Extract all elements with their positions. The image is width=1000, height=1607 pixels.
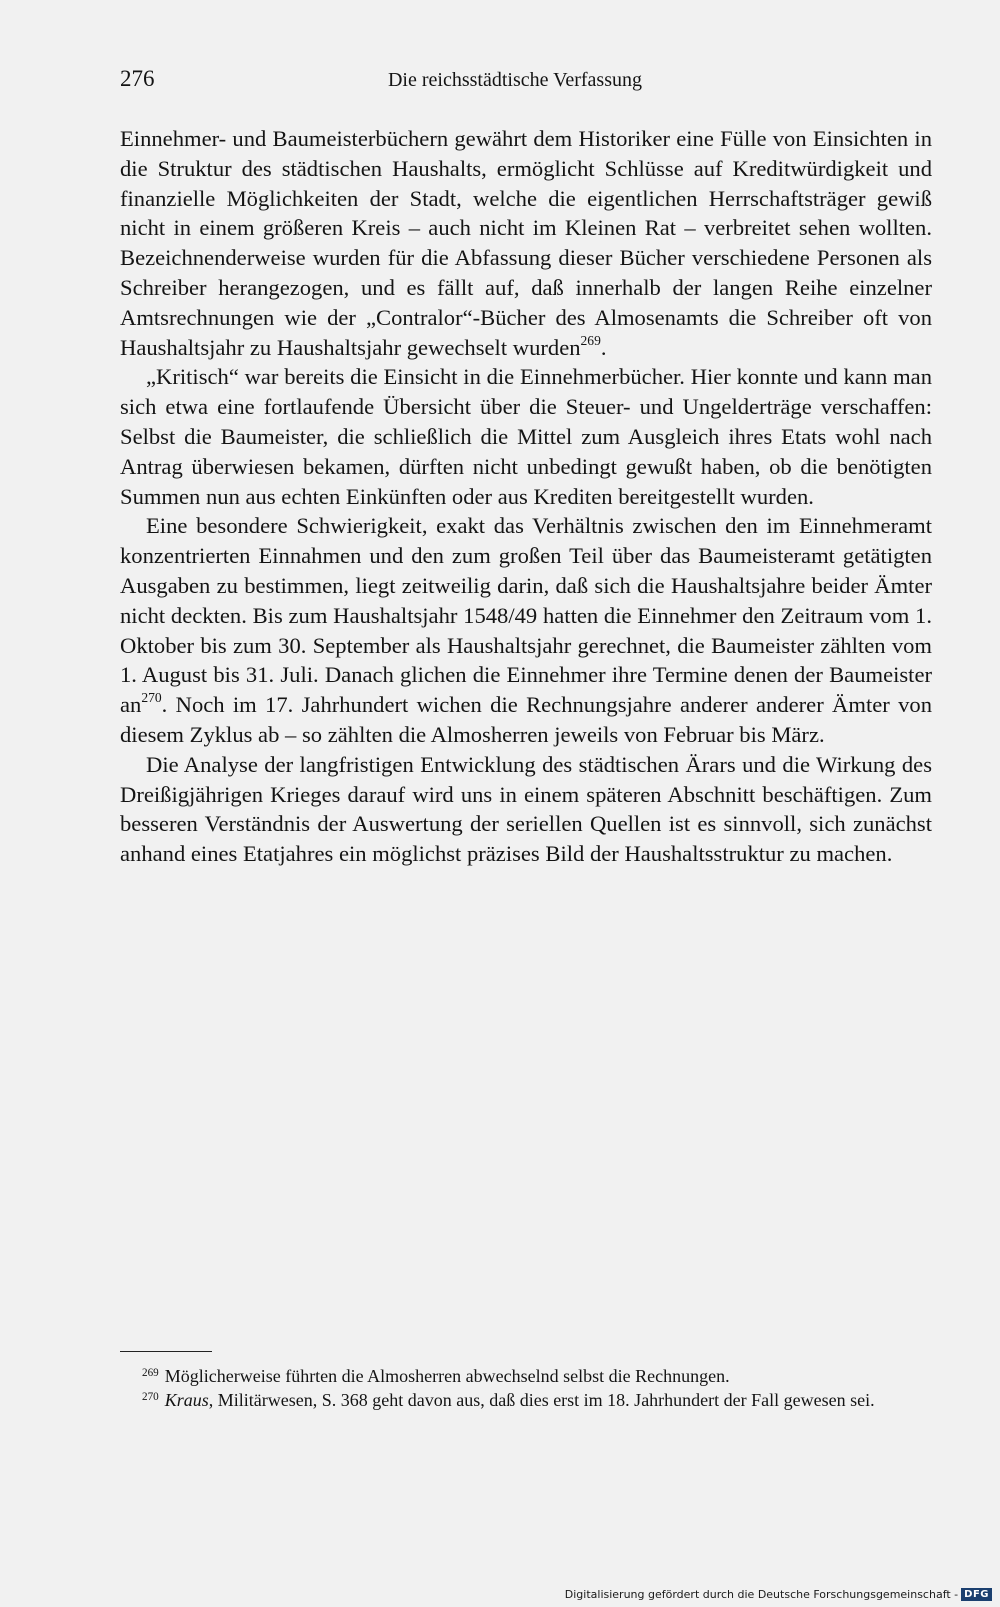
paragraph-3-text: Eine besondere Schwierigkeit, exakt das Verhältnis zwischen den im Einnehmeramt konzentrierten Einnahmen und den zum großen Teil über das Baumeisteramt getätigten Ausgaben zu bestimmen, liegt zeitweilig darin, daß sich die Haushaltsjahre beider Ämter nicht deckten. Bis zum Haushaltsjahr 1548/49 hatten die Einnehmer den Zeitraum vom 1. Oktober bis zum 30. September als Haushaltsjahr gerechnet, die Baumeister zählten vom 1. August bis 31. Juli. Danach glichen die Einnehmer ihre Termine denen der Baumeister an — [120, 513, 932, 718]
running-title: Die reichsstädtische Verfassung — [387, 69, 642, 91]
footnote-270-author: Kraus — [164, 1390, 209, 1410]
footnote-mark-270: 270 — [142, 1390, 159, 1403]
footnote-270 — [120, 1388, 932, 1412]
page-header — [120, 66, 910, 100]
credit-text: Digitalisierung gefördert durch die Deutsche Forschungsgemeinschaft - — [564, 1587, 959, 1601]
page-number: 276 — [120, 66, 155, 91]
paragraph-1 — [120, 124, 932, 362]
footnote-269-text: Möglicherweise führten die Almosherren abwechselnd selbst die Rechnungen. — [164, 1366, 730, 1386]
footnote-ref-269[interactable]: 269 — [580, 332, 601, 348]
paragraph-3 — [120, 511, 932, 749]
footnote-ref-270[interactable]: 270 — [141, 689, 162, 705]
dfg-logo: DFG — [961, 1588, 992, 1601]
paragraph-1-text: Einnehmer- und Baumeisterbüchern gewährt dem Historiker eine Fülle von Einsichten in die Struktur des städtischen Haushalts, ermöglicht Schlüsse auf Kreditwürdigkeit und finanzielle Möglichkeiten der Stadt, welche die eigentlichen Herrschaftsträger gewiß nicht in einem größeren Kreis – auch nicht im Kleinen Rat – verbreitet sehen wollten. Bezeichnenderweise wurden für die Abfassung dieser Bücher verschiedene Personen als Schreiber herangezogen, und es fällt auf, daß innerhalb der langen Reihe einzelner Amtsrechnungen wie der „Contralor“-Bücher des Almosenamts die Schreiber oft von Haushaltsjahr zu Haushaltsjahr gewechselt wurden — [120, 126, 932, 360]
footnote-divider — [120, 1351, 212, 1352]
digitization-credit — [565, 1585, 992, 1603]
paragraph-1-end: . — [600, 334, 607, 360]
footnote-269 — [120, 1364, 932, 1388]
paragraph-3-end: . Noch im 17. Jahrhundert wichen die Rechnungsjahre anderer anderer Ämter von diesem Zyklus ab – so zählten die Almosherren jeweils von Februar bis März. — [120, 692, 932, 747]
footnotes — [120, 1364, 932, 1412]
paragraph-4: Die Analyse der langfristigen Entwicklung des städtischen Ärars und die Wirkung des Dreißigjährigen Krieges darauf wird uns in einem späteren Abschnitt beschäftigen. Zum besseren Verständnis der Auswertung der seriellen Quellen ist es sinnvoll, sich zunächst anhand eines Etatjahres ein möglichst präzises Bild der Haushaltsstruktur zu machen. — [120, 751, 932, 867]
footnote-270-text: , Militärwesen, S. 368 geht davon aus, daß dies erst im 18. Jahrhundert der Fall gewesen sei. — [208, 1390, 875, 1410]
main-text — [120, 124, 932, 869]
paragraph-2: „Kritisch“ war bereits die Einsicht in die Einnehmerbücher. Hier konnte und kann man sich etwa eine fortlaufende Übersicht über die Steuer- und Ungelderträge verschaffen: Selbst die Baumeister, die schließlich die Mittel zum Ausgleich ihres Etats wohl nach Antrag überwiesen bekamen, dürften nicht unbedingt gewußt haben, ob die benötigten Summen nun aus echten Einkünften oder aus Krediten bereitgestellt wurden. — [120, 364, 932, 509]
footnote-mark-269: 269 — [142, 1366, 159, 1379]
